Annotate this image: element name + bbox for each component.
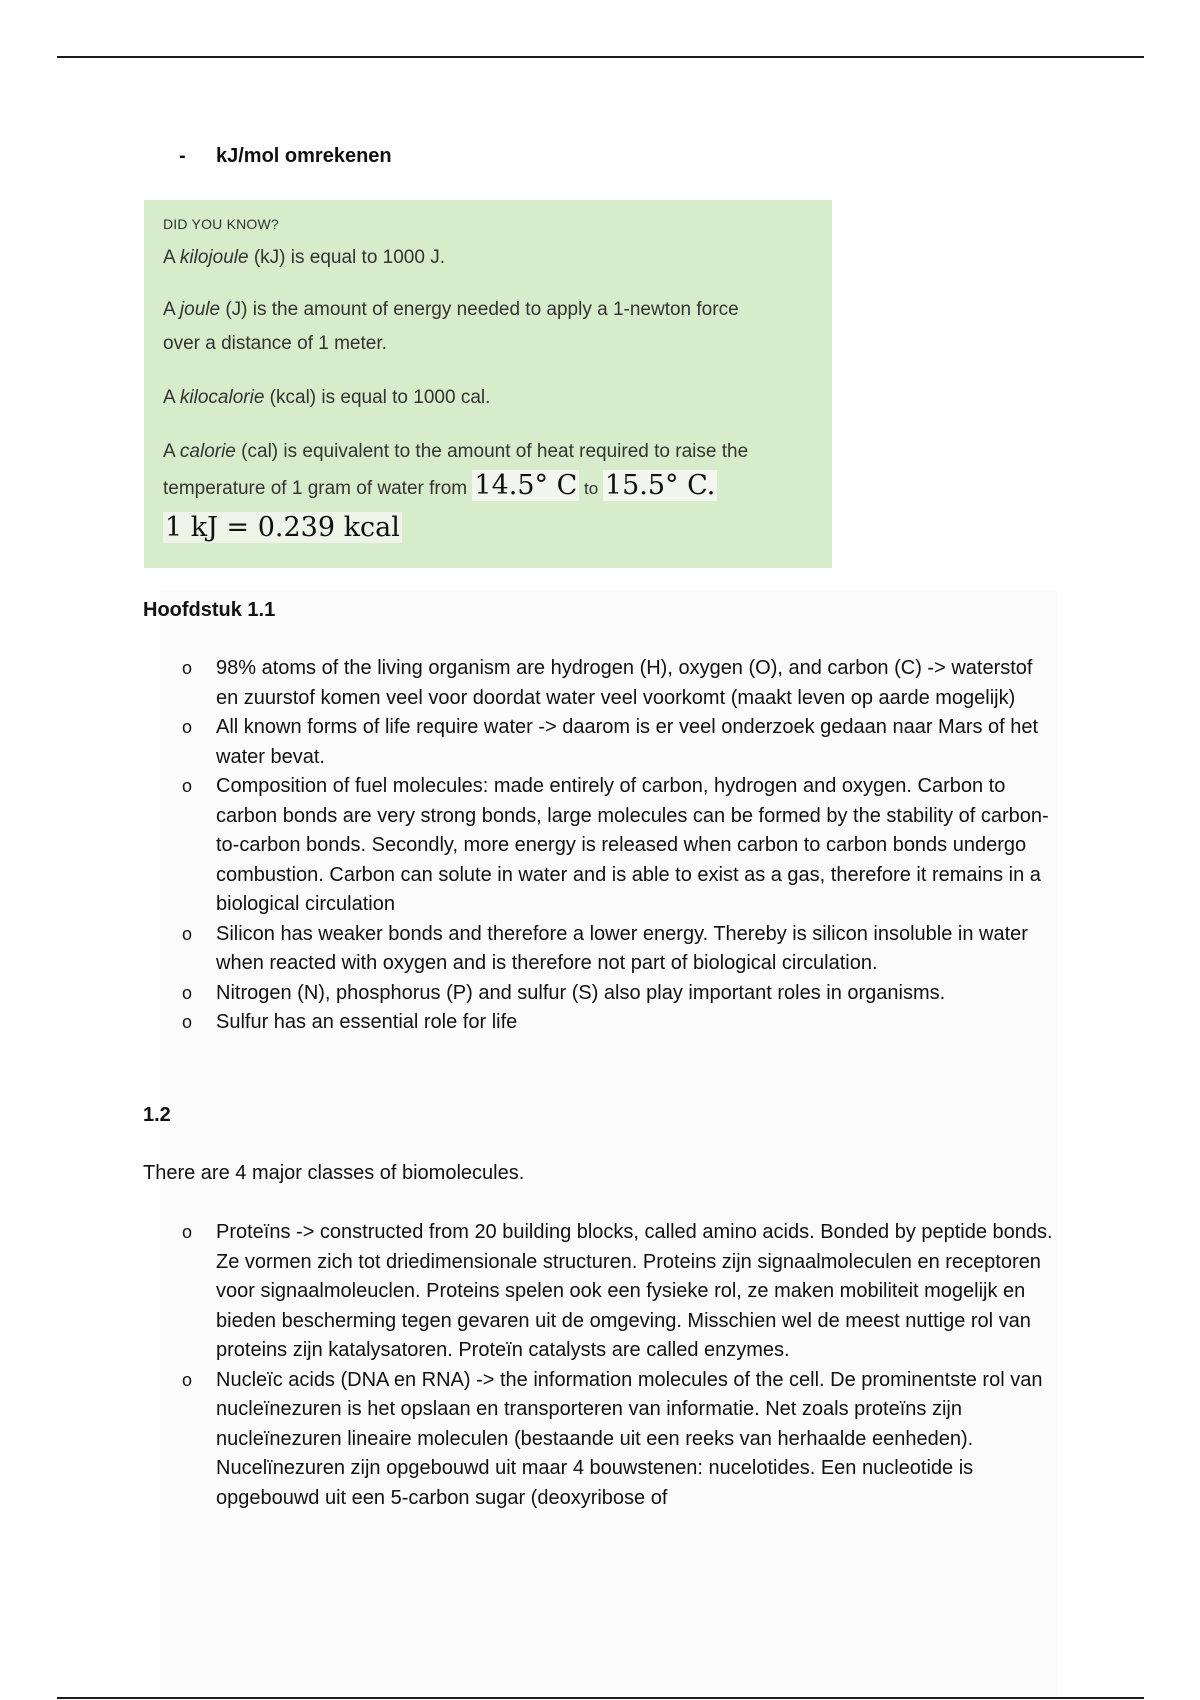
bullet-marker: o: [182, 776, 193, 796]
kilojoule-fact: A kilojoule (kJ) is equal to 1000 J.: [163, 247, 445, 268]
list-item: o Composition of fuel molecules: made entirely of carbon, hydrogen and oxygen. Carbon to carbon bonds are very strong bonds, large molecules can be formed by the stability of carbon-to-carbon bonds. Secondly, more energy is released when carbon to carbon bonds undergo combustion. Carbon can solute in water and is able to exist as a gas, therefore it remains in a biological circulation: [179, 772, 1059, 920]
temp-to-formula: 15.5° C.: [604, 470, 716, 501]
kilocalorie-fact: A kilocalorie (kcal) is equal to 1000 cal.: [163, 387, 491, 408]
list-item: o Nucleïc acids (DNA en RNA) -> the information molecules of the cell. De prominentste rol van nucleïnezuren is het opslaan en transporteren van informatie. Net zoals proteïns zijn nucleïnezuren lineaire moleculen (bestaande uit een reeks van herhaalde eenheden). Nucelïnezuren zijn opgebouwd uit maar 4 bouwstenen: nucelotides. Een nucleotide is opgebouwd uit een 5-carbon sugar (deoxyribose of: [179, 1366, 1059, 1514]
bullet-marker: o: [182, 717, 193, 737]
bullet-marker: o: [182, 1222, 193, 1242]
section-1-2-intro: There are 4 major classes of biomolecules.: [143, 1162, 525, 1184]
list-item: o Sulfur has an essential role for life: [179, 1008, 1059, 1038]
bullet-marker: o: [182, 923, 193, 944]
bullet-marker: o: [182, 1012, 193, 1032]
section-1-2-title: 1.2: [143, 1104, 171, 1126]
section-1-2-list: [179, 1218, 1059, 1513]
list-item: o All known forms of life require water -> daarom is er veel onderzoek gedaan naar Mars of het water bevat.: [179, 713, 1059, 772]
list-item: o Proteïns -> constructed from 20 building blocks, called amino acids. Bonded by peptide bonds. Ze vormen zich tot driedimensionale structuren. Proteins zijn signaalmoleculen en receptoren voor signaalmoleuclen. Proteins spelen ook een fysieke rol, ze maken mobiliteit mogelijk en bieden bescherming tegen gevaren uit de omgeving. Misschien wel de meest nuttige rol van proteins zijn katalysatoren. Proteïn catalysts are called enzymes.: [179, 1218, 1059, 1366]
list-item: o Nitrogen (N), phosphorus (P) and sulfur (S) also play important roles in organisms.: [179, 979, 1059, 1009]
did-you-know-box: [144, 200, 832, 568]
unit-conversion-heading: [179, 145, 392, 168]
calorie-fact: A calorie (cal) is equivalent to the amount of heat required to raise the temperature of 1 gram of water from 14.5° C to 15.5° C.: [163, 441, 749, 501]
temp-from-formula: 14.5° C: [474, 470, 578, 501]
list-item: o 98% atoms of the living organism are hydrogen (H), oxygen (O), and carbon (C) -> waterstof en zuurstof komen veel voor doordat water veel voorkomt (maakt leven op aarde mogelijk): [179, 654, 1059, 713]
list-item: o Silicon has weaker bonds and therefore a lower energy. Thereby is silicon insoluble in water when reacted with oxygen and is therefore not part of biological circulation.: [179, 920, 1059, 979]
dash-marker: -: [179, 145, 186, 167]
bottom-rule: [57, 1697, 1144, 1699]
section-1-1-list: [179, 654, 1059, 1038]
did-you-know-label: DID YOU KNOW?: [163, 216, 279, 232]
joule-fact: A joule (J) is the amount of energy needed to apply a 1-newton force over a distance of 1 meter.: [163, 299, 739, 354]
conversion-equation: 1 kJ = 0.239 kcal: [165, 512, 400, 543]
top-rule: [57, 56, 1144, 58]
bullet-marker: o: [182, 982, 193, 1003]
heading-text: kJ/mol omrekenen: [216, 145, 392, 167]
bullet-marker: o: [182, 1369, 193, 1390]
bullet-marker: o: [182, 658, 193, 678]
section-1-1-title: Hoofdstuk 1.1: [143, 599, 276, 621]
